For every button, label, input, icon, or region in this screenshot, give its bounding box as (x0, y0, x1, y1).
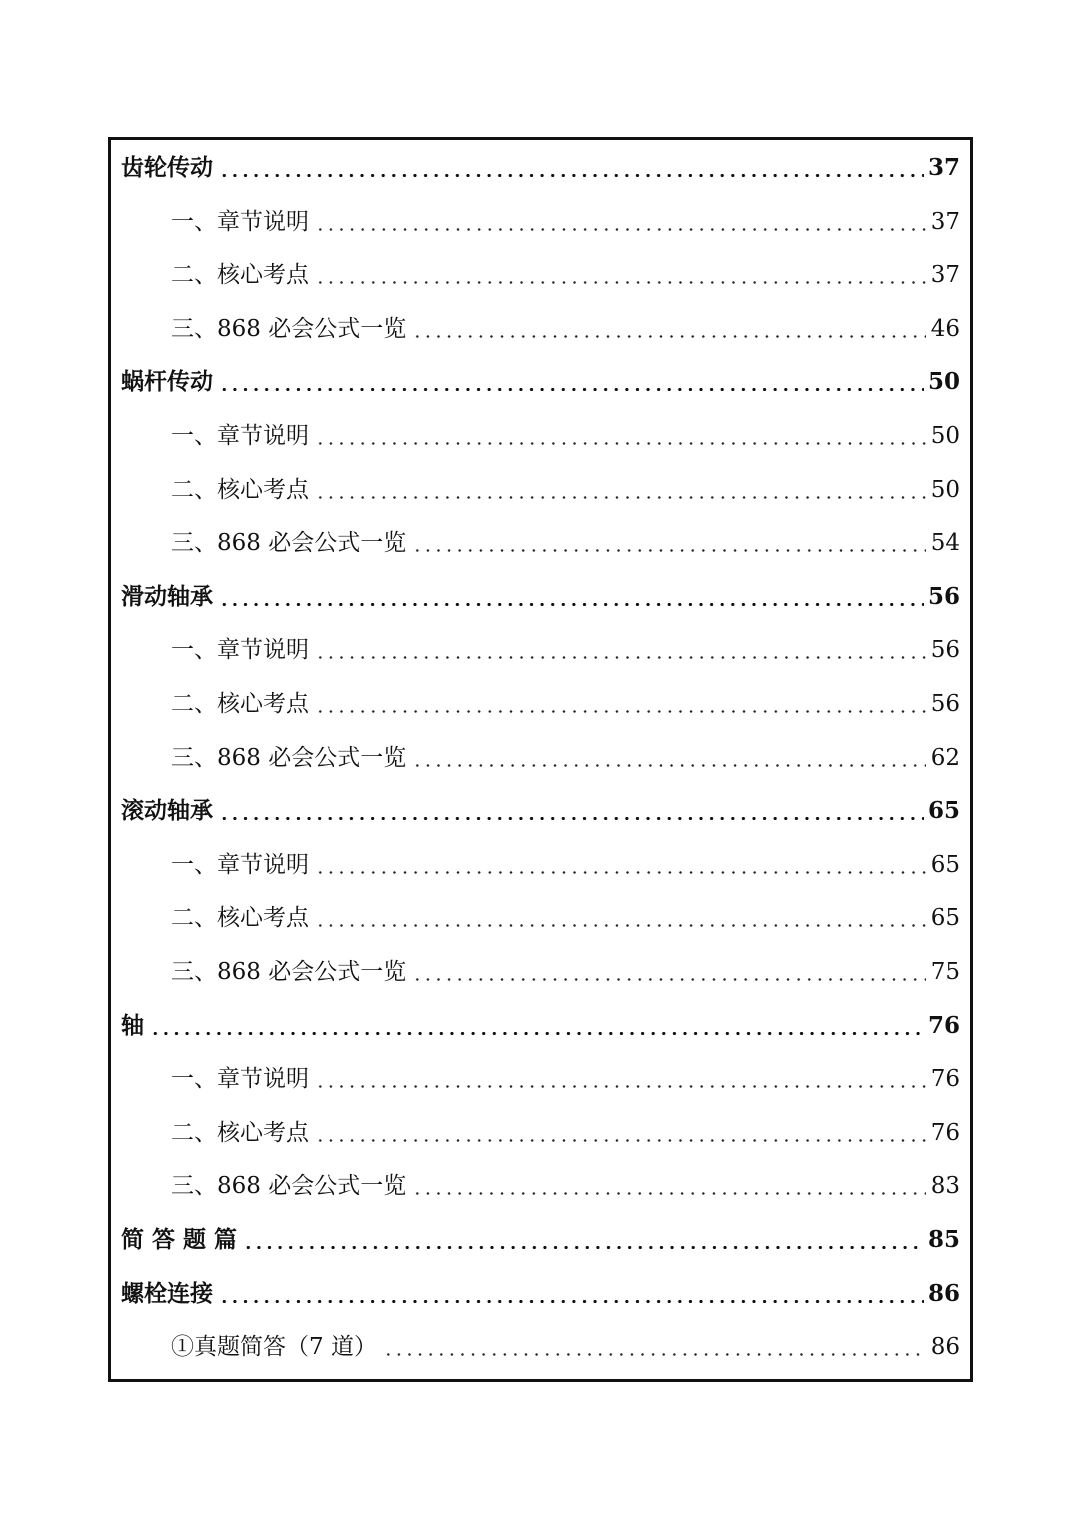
toc-section-row[interactable] (121, 684, 960, 724)
toc-entry-label: 滑动轴承 (121, 582, 213, 610)
toc-page-number: 76 (930, 1066, 960, 1093)
toc-page-number: 76 (927, 1011, 960, 1039)
toc-page-number: 50 (927, 368, 960, 396)
toc-box (108, 137, 973, 1382)
toc-dot-leader (315, 416, 926, 456)
toc-page-number: 85 (927, 1226, 960, 1253)
toc-dot-leader (383, 1327, 926, 1367)
toc-dot-leader (412, 309, 926, 349)
toc-chapter-row[interactable] (121, 1006, 960, 1046)
toc-entry-label: 三、868 必会公式一览 (171, 744, 407, 771)
toc-dot-leader (219, 148, 924, 188)
toc-entry-label: 二、核心考点 (171, 691, 309, 717)
toc-page-number: 46 (930, 315, 960, 342)
toc-entry-label: 一、章节说明 (171, 423, 309, 449)
toc-entry-label: 一、章节说明 (171, 851, 309, 878)
toc-section-row[interactable] (121, 738, 960, 778)
toc-dot-leader (150, 1006, 924, 1046)
toc-entry-label: 一、章节说明 (171, 637, 309, 664)
toc-page-number: 37 (927, 154, 960, 181)
toc-dot-leader (219, 791, 924, 831)
toc-entry-label: 二、核心考点 (171, 476, 309, 503)
toc-dot-leader (315, 845, 926, 885)
toc-section-row[interactable] (121, 470, 960, 510)
toc-dot-leader (315, 630, 926, 670)
toc-entry-label: 二、核心考点 (171, 1119, 309, 1146)
toc-entry-label: 三、868 必会公式一览 (171, 959, 407, 985)
toc-dot-leader (412, 952, 926, 992)
toc-section-row[interactable] (121, 1166, 960, 1206)
toc-page-number: 62 (930, 744, 960, 771)
toc-page-number: 86 (930, 1334, 960, 1361)
toc-entry-label: ①真题简答（7 道） (171, 1334, 377, 1361)
toc-section-row[interactable] (121, 952, 960, 992)
toc-entry-label: 三、868 必会公式一览 (171, 1173, 407, 1200)
toc-section-row[interactable] (121, 1113, 960, 1153)
toc-section-row[interactable] (121, 416, 960, 456)
toc-entry-label: 蜗杆传动 (121, 368, 213, 396)
toc-chapter-row[interactable] (121, 1274, 960, 1314)
toc-page-number: 86 (927, 1279, 960, 1307)
toc-dot-leader (315, 255, 926, 295)
toc-page-number: 56 (930, 637, 960, 664)
toc-page-number: 54 (930, 530, 960, 557)
toc-section-row[interactable] (121, 523, 960, 563)
toc-chapter-row[interactable] (121, 1220, 960, 1260)
toc-section-row[interactable] (121, 202, 960, 242)
toc-chapter-row[interactable] (121, 577, 960, 617)
toc-dot-leader (243, 1220, 924, 1260)
toc-page-number: 65 (930, 851, 960, 878)
toc-page-number: 76 (930, 1119, 960, 1146)
toc-entry-label: 螺栓连接 (121, 1279, 213, 1307)
toc-entry-label: 三、868 必会公式一览 (171, 315, 407, 342)
toc-entry-label: 齿轮传动 (121, 154, 213, 181)
toc-page-number: 50 (930, 423, 960, 449)
toc-dot-leader (315, 1059, 926, 1099)
toc-section-row[interactable] (121, 898, 960, 938)
toc-page-number: 56 (930, 691, 960, 717)
toc-entry-label: 二、核心考点 (171, 262, 309, 289)
toc-entry-label: 二、核心考点 (171, 905, 309, 932)
toc-chapter-row[interactable] (121, 148, 960, 188)
toc-dot-leader (219, 577, 924, 617)
toc-dot-leader (315, 1113, 926, 1153)
toc-dot-leader (412, 523, 926, 563)
toc-page-number: 37 (930, 262, 960, 289)
toc-page-number: 75 (930, 959, 960, 985)
toc-entry-label: 简 答 题 篇 (121, 1226, 238, 1253)
toc-section-row[interactable] (121, 255, 960, 295)
toc-dot-leader (412, 1166, 926, 1206)
toc-page-number: 83 (930, 1173, 960, 1200)
toc-entry-label: 轴 (121, 1011, 144, 1039)
toc-dot-leader (219, 1274, 924, 1314)
toc-entry-label: 滚动轴承 (121, 797, 213, 825)
toc-page-number: 65 (927, 797, 960, 825)
toc-page-number: 65 (930, 905, 960, 932)
toc-chapter-row[interactable] (121, 791, 960, 831)
toc-page-number: 50 (930, 476, 960, 503)
toc-dot-leader (315, 202, 926, 242)
toc-section-row[interactable] (121, 630, 960, 670)
toc-entry-label: 一、章节说明 (171, 1066, 309, 1093)
toc-dot-leader (315, 470, 926, 510)
toc-chapter-row[interactable] (121, 362, 960, 402)
toc-dot-leader (315, 684, 926, 724)
toc-page-number: 37 (930, 208, 960, 235)
toc-dot-leader (412, 738, 926, 778)
toc-entry-label: 三、868 必会公式一览 (171, 530, 407, 557)
toc-dot-leader (315, 898, 926, 938)
toc-dot-leader (219, 362, 924, 402)
toc-entry-label: 一、章节说明 (171, 208, 309, 235)
toc-section-row[interactable] (121, 845, 960, 885)
toc-page-number: 56 (927, 582, 960, 610)
toc-section-row[interactable] (121, 1059, 960, 1099)
toc-section-row[interactable] (121, 1327, 960, 1367)
toc-section-row[interactable] (121, 309, 960, 349)
